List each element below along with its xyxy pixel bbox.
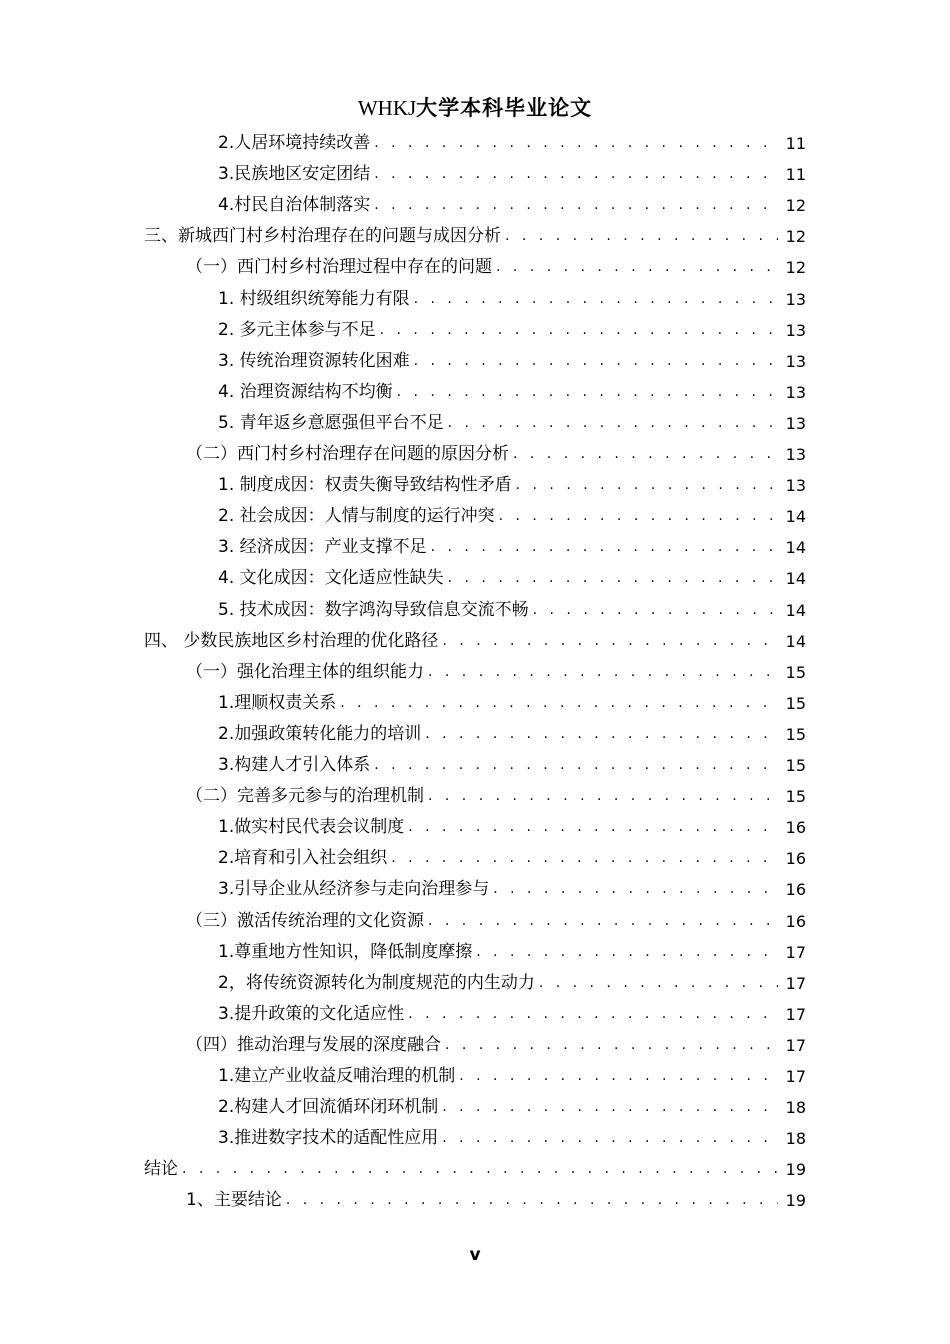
- toc-entry-page: 19: [785, 1160, 806, 1180]
- toc-entry[interactable]: [186, 1185, 806, 1216]
- toc-leader-dots: [374, 159, 778, 190]
- toc-entry[interactable]: [144, 221, 806, 252]
- toc-leader-dots: [493, 874, 778, 905]
- toc-leader-dots: [448, 408, 778, 439]
- toc-entry-title: 四、 少数民族地区乡村治理的优化路径: [144, 630, 439, 651]
- toc-entry-page: 14: [785, 507, 806, 527]
- toc-entry[interactable]: [186, 1030, 806, 1061]
- toc-entry-title: 三、新城西门村乡村治理存在的问题与成因分析: [144, 226, 501, 247]
- toc-entry-page: 13: [785, 413, 806, 433]
- toc-entry-page: 17: [785, 942, 806, 962]
- toc-entry-title: 1.建立产业收益反哺治理的机制: [218, 1066, 456, 1086]
- toc-entry[interactable]: [218, 719, 806, 750]
- toc-entry-title: 2. 多元主体参与不足: [218, 319, 376, 340]
- toc-leader-dots: [499, 501, 778, 532]
- toc-entry-title: 1.做实村民代表会议制度: [218, 817, 405, 838]
- toc-entry-page: 13: [785, 476, 806, 496]
- toc-entry[interactable]: [218, 501, 806, 532]
- toc-entry[interactable]: [218, 968, 806, 999]
- toc-entry-page: 15: [785, 756, 806, 775]
- toc-entry[interactable]: [218, 315, 806, 346]
- toc-entry-page: 16: [785, 911, 806, 931]
- toc-leader-dots: [374, 750, 778, 781]
- toc-entry-page: 18: [785, 1098, 806, 1118]
- toc-leader-dots: [340, 688, 778, 719]
- toc-entry-page: 13: [785, 351, 806, 371]
- toc-entry-title: 2，将传统资源转化为制度规范的内生动力: [218, 972, 535, 993]
- page-header: [0, 92, 950, 122]
- toc-leader-dots: [286, 1185, 778, 1216]
- toc-entry-title: 5. 青年返乡意愿强但平台不足: [218, 412, 444, 433]
- toc-entry-title: 3.民族地区安定团结: [218, 164, 371, 185]
- toc-entry[interactable]: [186, 906, 806, 937]
- toc-entry[interactable]: [218, 190, 806, 221]
- toc-entry[interactable]: [218, 346, 806, 377]
- toc-leader-dots: [374, 190, 778, 221]
- toc-entry-page: 13: [785, 445, 806, 464]
- toc-leader-dots: [496, 252, 778, 283]
- toc-entry[interactable]: [218, 595, 806, 626]
- toc-entry-title: 3.引导企业从经济参与走向治理参与: [218, 879, 490, 900]
- toc-entry-page: 17: [785, 973, 806, 993]
- toc-entry[interactable]: [218, 470, 806, 501]
- toc-entry-title: 1. 村级组织统筹能力有限: [218, 288, 410, 309]
- toc-leader-dots: [380, 315, 778, 346]
- toc-leader-dots: [505, 221, 778, 252]
- toc-entry-title: 3.构建人才引入体系: [218, 755, 371, 775]
- toc-leader-dots: [476, 937, 778, 968]
- toc-leader-dots: [428, 906, 778, 937]
- toc-entry-page: 17: [785, 1035, 806, 1055]
- toc-leader-dots: [513, 439, 778, 470]
- toc-entry-page: 17: [785, 1004, 806, 1024]
- toc-entry-title: 1.尊重地方性知识，降低制度摩擦: [218, 941, 473, 962]
- toc-entry-title: 4. 治理资源结构不均衡: [218, 381, 393, 402]
- toc-entry[interactable]: [218, 874, 806, 905]
- toc-leader-dots: [442, 626, 778, 657]
- toc-entry-page: 11: [785, 165, 806, 185]
- toc-entry-page: 14: [785, 600, 806, 620]
- toc-entry[interactable]: [144, 1154, 806, 1185]
- toc-entry-page: 11: [785, 134, 806, 153]
- toc-entry[interactable]: [218, 812, 806, 843]
- toc-entry[interactable]: [186, 439, 806, 470]
- toc-entry-page: 13: [785, 289, 806, 309]
- toc-entry-page: 14: [785, 538, 806, 558]
- toc-leader-dots: [182, 1154, 778, 1185]
- toc-entry[interactable]: [218, 532, 806, 563]
- toc-leader-dots: [425, 719, 778, 750]
- toc-leader-dots: [397, 377, 778, 408]
- toc-entry-page: 16: [785, 849, 806, 869]
- toc-entry-page: 14: [785, 631, 806, 651]
- toc-entry-title: 1、主要结论: [186, 1190, 282, 1211]
- toc-entry-title: 3. 传统治理资源转化困难: [218, 350, 410, 371]
- toc-entry[interactable]: [218, 159, 806, 190]
- toc-entry-title: （三）激活传统治理的文化资源: [186, 910, 424, 931]
- toc-entry-page: 15: [785, 662, 806, 682]
- toc-leader-dots: [408, 812, 778, 843]
- toc-leader-dots: [448, 563, 778, 594]
- toc-leader-dots: [391, 843, 778, 874]
- toc-entry-title: 2.构建人才回流循环闭环机制: [218, 1097, 439, 1118]
- header-school-code: WHKJ: [357, 96, 417, 120]
- toc-entry-title: 结论: [144, 1159, 178, 1180]
- toc-entry[interactable]: [218, 1061, 806, 1092]
- toc-entry-page: 16: [785, 818, 806, 838]
- toc-entry-title: 1. 制度成因：权责失衡导致结构性矛盾: [218, 475, 512, 496]
- toc-entry-page: 15: [785, 787, 806, 807]
- toc-entry-page: 13: [785, 320, 806, 340]
- toc-entry-title: 4. 文化成因：文化适应性缺失: [218, 568, 444, 589]
- toc-entry-page: 18: [785, 1129, 806, 1149]
- toc-entry-page: 16: [785, 880, 806, 900]
- toc-entry[interactable]: [218, 284, 806, 315]
- toc-entry[interactable]: [144, 626, 806, 657]
- toc-entry-page: 15: [785, 724, 806, 744]
- toc-entry[interactable]: [218, 688, 806, 719]
- page-number: v: [469, 1245, 481, 1265]
- toc-entry-title: 4.村民自治体制落实: [218, 195, 371, 216]
- toc-entry-page: 12: [785, 196, 806, 216]
- toc-entry-page: 14: [785, 569, 806, 589]
- toc-leader-dots: [428, 781, 778, 812]
- toc-entry[interactable]: [218, 999, 806, 1030]
- toc-leader-dots: [408, 999, 778, 1030]
- toc-entry-title: 2. 社会成因：人情与制度的运行冲突: [218, 506, 495, 527]
- toc-entry[interactable]: [218, 937, 806, 968]
- toc-leader-dots: [533, 595, 778, 626]
- toc-entry[interactable]: [218, 843, 806, 874]
- toc-leader-dots: [428, 657, 778, 688]
- toc-entry-title: （一）西门村乡村治理过程中存在的问题: [186, 257, 492, 278]
- toc-leader-dots: [414, 346, 778, 377]
- toc-entry[interactable]: [186, 781, 806, 812]
- toc-entry-title: 3.推进数字技术的适配性应用: [218, 1128, 439, 1149]
- toc-entry-title: 2.人居环境持续改善: [218, 133, 371, 153]
- toc-entry-title: （二）完善多元参与的治理机制: [186, 786, 424, 807]
- toc-entry[interactable]: [218, 408, 806, 439]
- toc-entry[interactable]: [218, 750, 806, 781]
- toc-entry-page: 15: [785, 693, 806, 713]
- toc-entry-title: 2.培育和引入社会组织: [218, 848, 388, 869]
- toc-leader-dots: [431, 532, 778, 563]
- toc-entry-page: 19: [785, 1191, 806, 1211]
- toc-leader-dots: [374, 128, 778, 159]
- toc-entry[interactable]: [218, 1092, 806, 1123]
- toc-leader-dots: [442, 1123, 778, 1154]
- toc-entry[interactable]: [186, 657, 806, 688]
- toc-entry-page: 12: [785, 258, 806, 278]
- toc-entry-title: 3.提升政策的文化适应性: [218, 1003, 405, 1024]
- toc-entry-page: 17: [785, 1067, 806, 1086]
- toc-entry-title: 5. 技术成因：数字鸿沟导致信息交流不畅: [218, 599, 529, 620]
- toc-entry[interactable]: [218, 377, 806, 408]
- toc-entry[interactable]: [218, 1123, 806, 1154]
- toc-entry-title: （二）西门村乡村治理存在问题的原因分析: [186, 444, 509, 464]
- toc-leader-dots: [539, 968, 778, 999]
- toc-leader-dots: [442, 1092, 778, 1123]
- toc-entry-page: 13: [785, 382, 806, 402]
- toc-leader-dots: [459, 1061, 778, 1092]
- toc-entry-title: （四）推动治理与发展的深度融合: [186, 1034, 441, 1055]
- toc-entry[interactable]: [186, 252, 806, 283]
- toc-entry[interactable]: [218, 128, 806, 159]
- toc-entry-page: 12: [785, 227, 806, 247]
- toc-entry[interactable]: [218, 563, 806, 594]
- toc-entry-title: 1.理顺权责关系: [218, 692, 337, 713]
- toc-entry-title: 3. 经济成因：产业支撑不足: [218, 537, 427, 558]
- toc-entry-title: （一）强化治理主体的组织能力: [186, 661, 424, 682]
- toc-leader-dots: [516, 470, 778, 501]
- toc-leader-dots: [414, 284, 778, 315]
- toc-leader-dots: [445, 1030, 778, 1061]
- header-title: 大学本科毕业论文: [416, 96, 593, 120]
- toc-entry-title: 2.加强政策转化能力的培训: [218, 723, 422, 744]
